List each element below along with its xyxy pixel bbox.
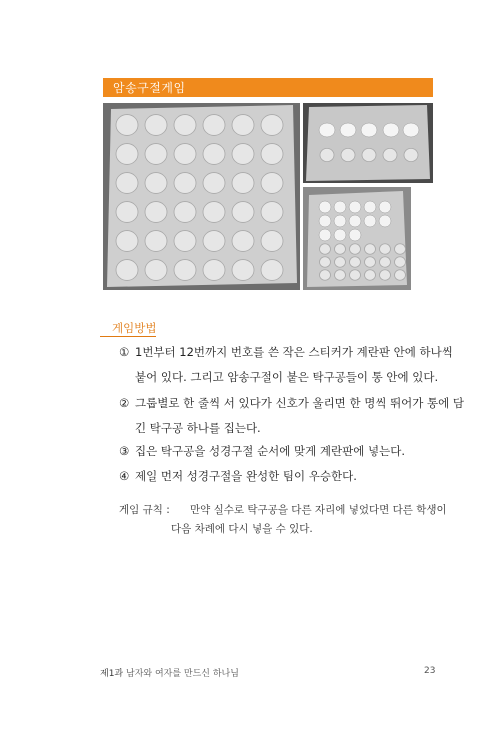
tray-cell (174, 231, 196, 252)
tray-cell (261, 202, 283, 223)
step-4 (119, 468, 357, 484)
tray-cell (350, 257, 361, 267)
tray-cell (380, 244, 391, 254)
tray-cell (116, 202, 138, 223)
tray-cell (203, 144, 225, 165)
tray-cell (203, 115, 225, 136)
step-number: ④ (119, 469, 130, 483)
tray-cell (380, 257, 391, 267)
rule-label: 게임 규칙 : (119, 504, 170, 516)
tray-cell (145, 231, 167, 252)
tray-cell (380, 270, 391, 280)
step-3 (119, 443, 405, 459)
tray-cell (320, 244, 331, 254)
tray-cell (174, 260, 196, 281)
header-title: 암송구절게임 (113, 81, 186, 95)
lesson-number: 제1과 (100, 669, 124, 679)
tray-cell (116, 260, 138, 281)
tray-cell (232, 173, 254, 194)
tray-cell (232, 115, 254, 136)
footer-lesson (100, 666, 239, 679)
tray-cell (174, 173, 196, 194)
tray-cell (404, 148, 418, 161)
tray-cell (335, 257, 346, 267)
tray-cell (232, 231, 254, 252)
tray-cell (261, 115, 283, 136)
rule-text: 만약 실수로 탁구공을 다른 자리에 넣었다면 다른 학생이 (190, 504, 447, 516)
tray-cell (203, 231, 225, 252)
tray-cell (174, 202, 196, 223)
egg-tray-photo (103, 103, 300, 290)
step-2-continued: 긴 탁구공 하나를 집는다. (135, 421, 261, 435)
tray-cell (395, 244, 406, 254)
tray-cell (203, 260, 225, 281)
step-text: 제일 먼저 성경구절을 완성한 팀이 우승한다. (135, 469, 357, 483)
tray-cell (145, 260, 167, 281)
tray-cell (365, 257, 376, 267)
tray-cell (350, 270, 361, 280)
tray-cell (335, 270, 346, 280)
step-1-continued: 붙어 있다. 그리고 암송구절이 붙은 탁구공들이 통 안에 있다. (135, 370, 439, 384)
tray-cell (203, 202, 225, 223)
step-text: 집은 탁구공을 성경구절 순서에 맞게 계란판에 넣는다. (135, 444, 405, 458)
tray-cell (383, 148, 397, 161)
tray-cell (232, 202, 254, 223)
tray-cell (145, 202, 167, 223)
tray-cell (203, 173, 225, 194)
tray-cell (145, 144, 167, 165)
tray-cell (320, 257, 331, 267)
tray-cell (174, 115, 196, 136)
step-number: ② (119, 396, 130, 410)
filled-tray-photo (303, 187, 411, 290)
tray-cell (350, 244, 361, 254)
step-text: 그룹별로 한 줄씩 서 있다가 신호가 울리면 한 명씩 뛰어가 통에 담 (135, 396, 465, 410)
tray-cell (232, 260, 254, 281)
tray-cell (174, 144, 196, 165)
tray-with-balls-photo (303, 103, 433, 183)
rule-text-continued: 다음 차례에 다시 넣을 수 있다. (171, 523, 313, 535)
section-underline (100, 336, 156, 337)
tray-cell (395, 257, 406, 267)
step-number: ① (119, 345, 130, 359)
tray-cell (320, 270, 331, 280)
step-1 (119, 344, 453, 360)
tray-cell (232, 144, 254, 165)
tray-cell (395, 270, 406, 280)
section-title: 게임방법 (112, 321, 157, 335)
tray-cell (365, 270, 376, 280)
tray-cell (145, 115, 167, 136)
tray-cell (116, 115, 138, 136)
tray-cell (320, 148, 334, 161)
step-2 (119, 395, 464, 411)
step-number: ③ (119, 444, 130, 458)
section-header-bar (103, 78, 433, 97)
tray-cell (261, 231, 283, 252)
tray-cell (261, 173, 283, 194)
tray-cell (261, 260, 283, 281)
step-text: 1번부터 12번까지 번호를 쓴 작은 스티커가 계란판 안에 하나씩 (135, 345, 453, 359)
tray-cell (116, 173, 138, 194)
tray-cell (261, 144, 283, 165)
tray-cell (116, 231, 138, 252)
tray-cell (116, 144, 138, 165)
page-number: 23 (424, 666, 436, 676)
tray-cell (335, 244, 346, 254)
tray-cell (341, 148, 355, 161)
tray-cell (145, 173, 167, 194)
lesson-title: 남자와 여자를 만드신 하나님 (126, 669, 239, 679)
tray-cell (362, 148, 376, 161)
tray-cell (365, 244, 376, 254)
